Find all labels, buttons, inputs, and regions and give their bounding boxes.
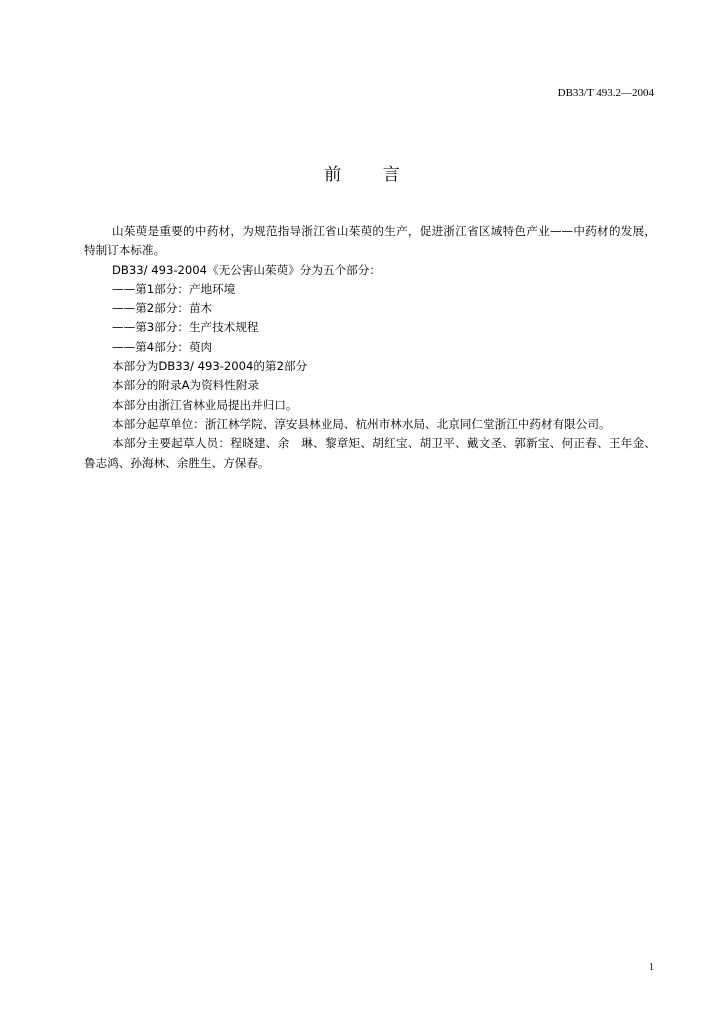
paragraph-drafting-units: 本部分起草单位：浙江林学院、淳安县林业局、杭州市林水局、北京同仁堂浙江中药材有限公司。 <box>112 416 611 431</box>
paragraph-intro: 山茱萸是重要的中药材，为规范指导浙江省山茱萸的生产，促进浙江省区域特色产业——中药材的发展，特制订本标准。 <box>84 224 656 258</box>
list-item-part-2: ——第2部分：苗木 <box>112 301 213 316</box>
paragraph-proposer: 本部分由浙江省林业局提出并归口。 <box>112 397 298 412</box>
list-item-part-1: ——第1部分：产地环境 <box>112 281 236 296</box>
list-item-part-4: ——第4部分：萸肉 <box>112 339 213 354</box>
page-title: 前 言 <box>324 165 418 185</box>
paragraph-parts-overview: DB33/ 493-2004《无公害山茱萸》分为五个部分： <box>112 262 381 277</box>
standard-code: DB33/T 493.2—2004 <box>557 87 654 99</box>
paragraph-appendix: 本部分的附录A为资料性附录 <box>112 378 260 393</box>
paragraph-this-part: 本部分为DB33/ 493-2004的第2部分 <box>112 359 308 374</box>
paragraph-drafters: 本部分主要起草人员：程晓建、余 琳、黎章矩、胡红宝、胡卫平、戴文圣、郭新宝、何正春、王年金、鲁志鸿、孙海林、余胜生、方保春。 <box>84 436 656 470</box>
foreword-body <box>84 222 656 473</box>
list-item-part-3: ——第3部分：生产技术规程 <box>112 320 259 335</box>
page-number: 1 <box>649 962 654 973</box>
